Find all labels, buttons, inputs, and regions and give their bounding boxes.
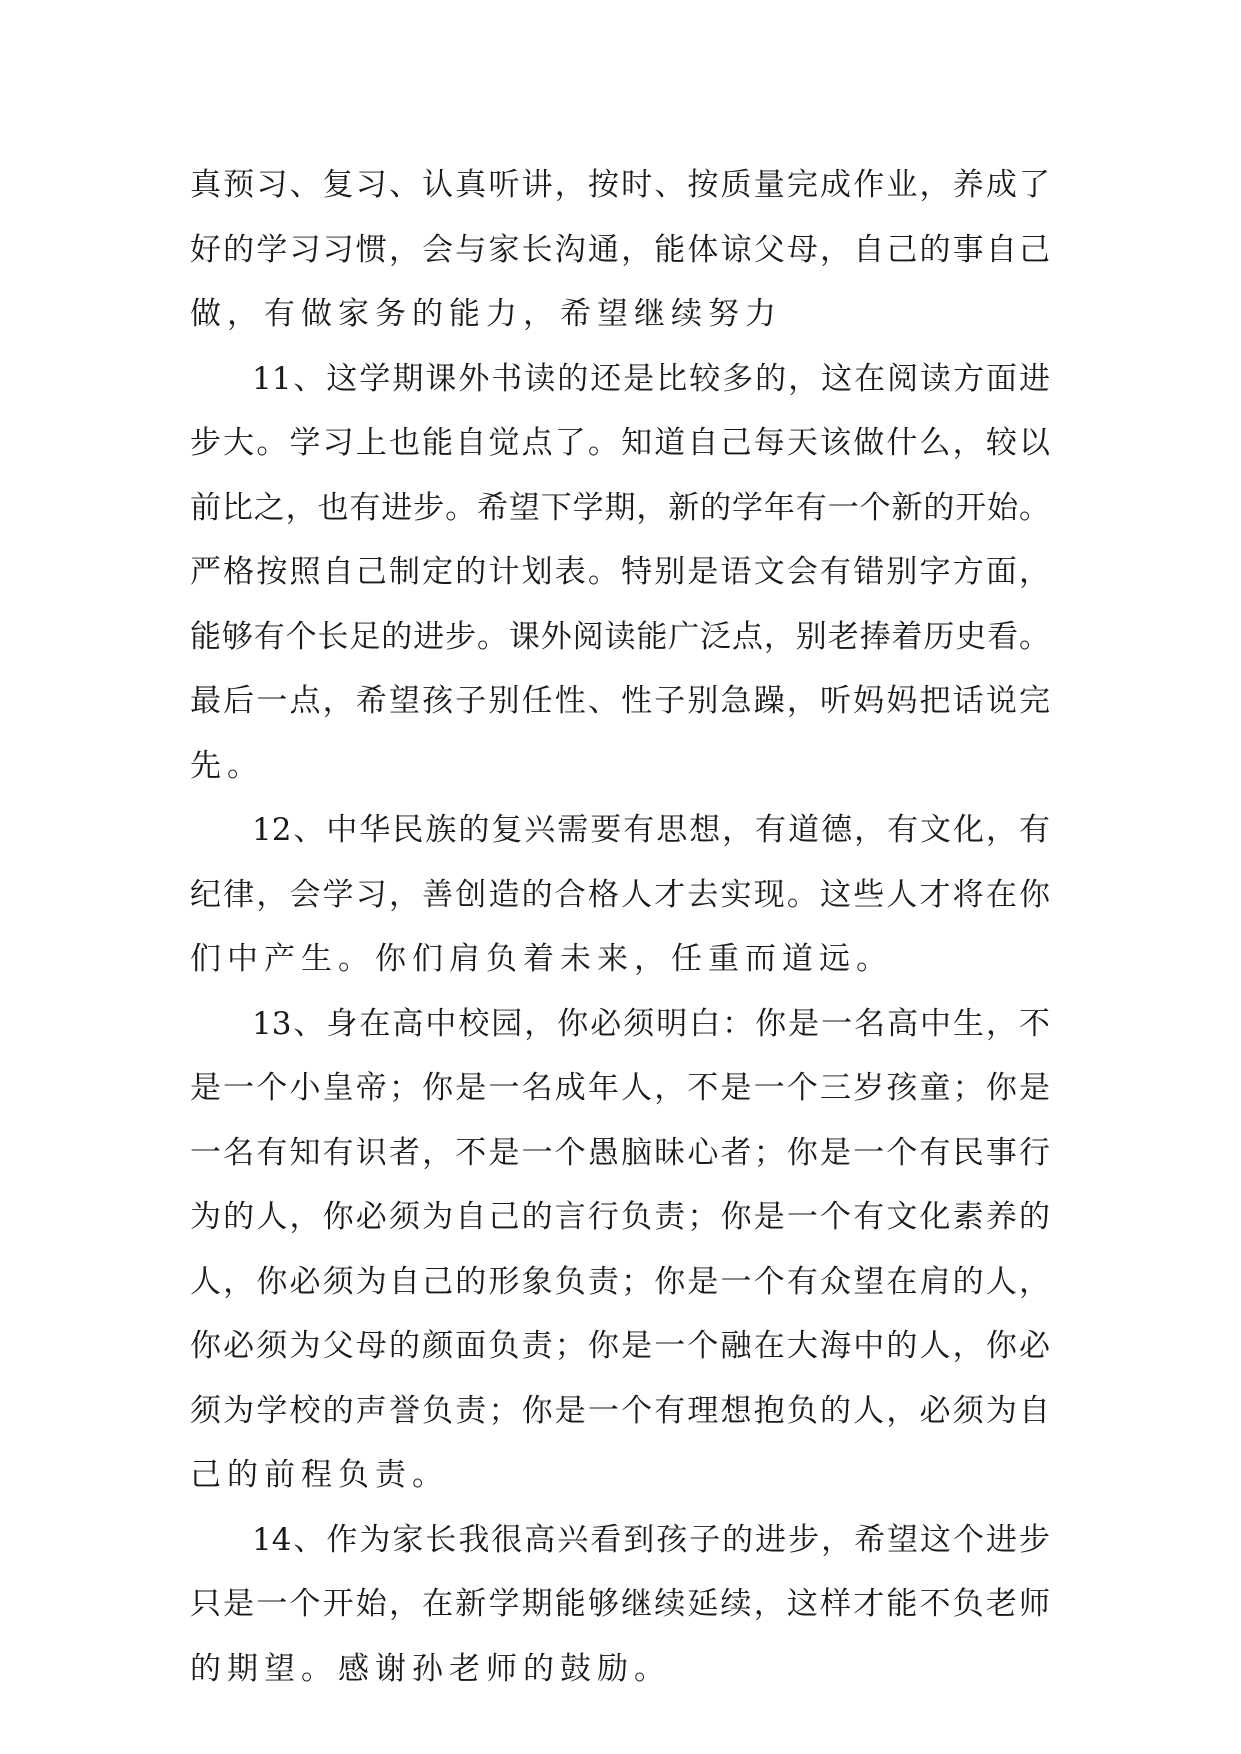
text-line: 13、身在高中校园，你必须明白：你是一名高中生，不 xyxy=(252,1005,1050,1042)
text-line: 人，你必须为自己的形象负责；你是一个有众望在肩的人， xyxy=(190,1263,1050,1300)
text-line: 为的人，你必须为自己的言行负责；你是一个有文化素养的 xyxy=(190,1199,1050,1235)
text-line: 11、这学期课外书读的还是比较多的，这在阅读方面进 xyxy=(252,360,1050,397)
text-line: 严格按照自己制定的计划表。特别是语文会有错别字方面， xyxy=(190,554,1050,590)
document-body xyxy=(190,153,1050,1701)
text-line: 真预习、复习、认真听讲，按时、按质量完成作业，养成了 xyxy=(190,167,1050,203)
text-line: 纪律，会学习，善创造的合格人才去实现。这些人才将在你 xyxy=(190,876,1050,913)
text-line: 步大。学习上也能自觉点了。知道自己每天该做什么，较以 xyxy=(190,425,1050,461)
paragraph xyxy=(190,1508,1050,1702)
paragraph xyxy=(190,153,1050,347)
text-line: 前比之，也有进步。希望下学期，新的学年有一个新的开始。 xyxy=(190,489,1050,526)
paragraph xyxy=(190,798,1050,992)
text-line: 你必须为父母的颜面负责；你是一个融在大海中的人，你必 xyxy=(190,1328,1050,1364)
paragraph xyxy=(190,992,1050,1508)
paragraph xyxy=(190,347,1050,799)
text-line: 能够有个长足的进步。课外阅读能广泛点，别老捧着历史看。 xyxy=(190,618,1050,655)
text-line: 须为学校的声誉负责；你是一个有理想抱负的人，必须为自 xyxy=(190,1392,1050,1429)
text-line: 是一个小皇帝；你是一名成年人，不是一个三岁孩童；你是 xyxy=(190,1070,1050,1106)
text-line: 做，有做家务的能力，希望继续努力 xyxy=(190,296,782,332)
text-line: 一名有知有识者，不是一个愚脑昧心者；你是一个有民事行 xyxy=(190,1134,1050,1171)
text-line: 14、作为家长我很高兴看到孩子的进步，希望这个进步 xyxy=(252,1521,1050,1558)
text-line: 先。 xyxy=(190,747,264,784)
text-line: 只是一个开始，在新学期能够继续延续，这样才能不负老师 xyxy=(190,1586,1050,1622)
text-line: 12、中华民族的复兴需要有思想，有道德，有文化，有 xyxy=(252,812,1050,848)
text-line: 好的学习习惯，会与家长沟通，能体谅父母，自己的事自己 xyxy=(190,231,1050,268)
text-line: 们中产生。你们肩负着未来，任重而道远。 xyxy=(190,941,893,977)
text-line: 己的前程负责。 xyxy=(190,1457,449,1493)
text-line: 最后一点，希望孩子别任性、性子别急躁，听妈妈把话说完 xyxy=(190,683,1050,719)
text-line: 的期望。感谢孙老师的鼓励。 xyxy=(190,1650,671,1687)
